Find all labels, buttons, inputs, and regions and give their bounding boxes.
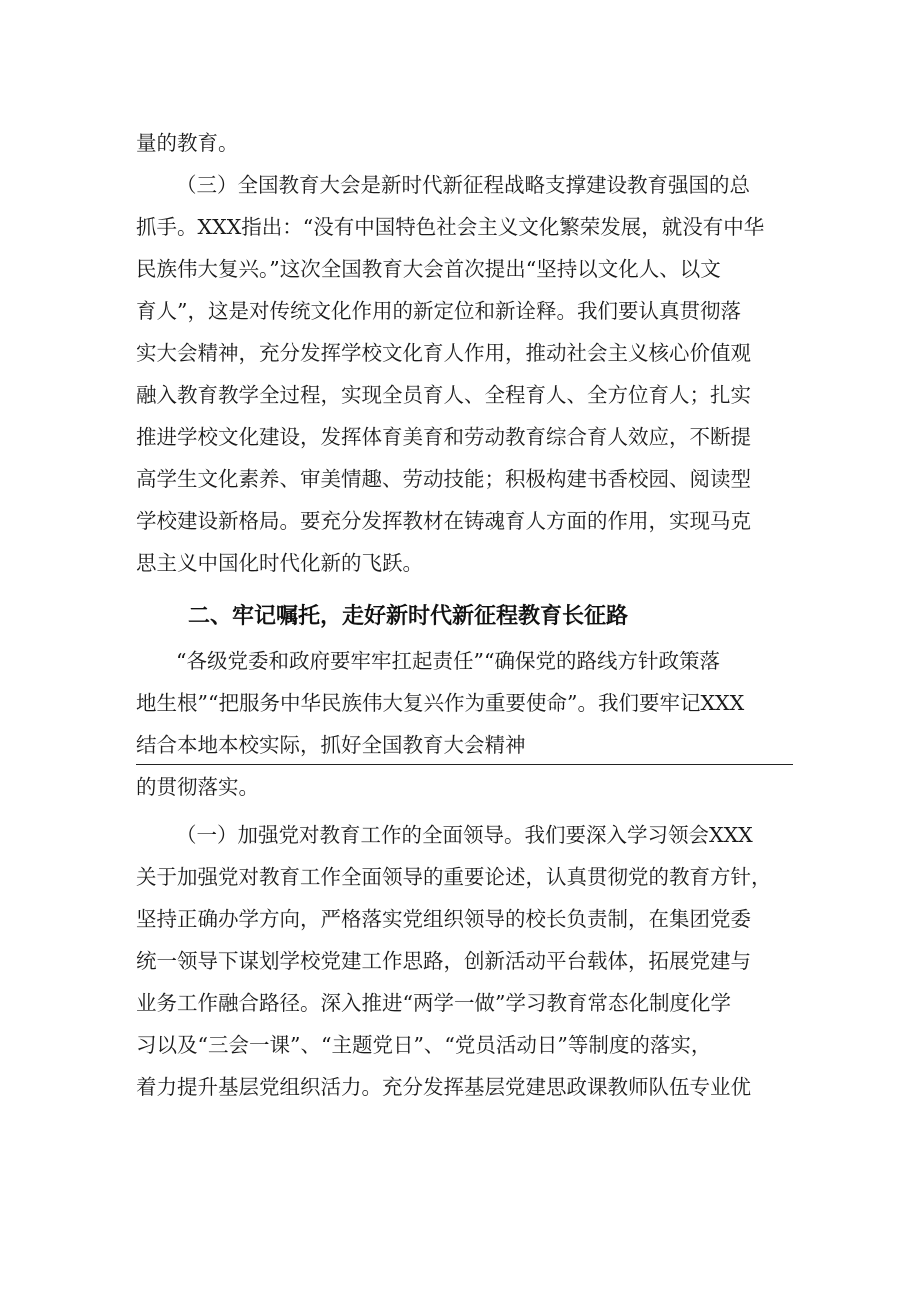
paragraph-line: 抓手。XXX指出：“没有中国特色社会主义文化繁荣发展，就没有中华 <box>136 215 765 239</box>
paragraph-line: 高学生文化素养、审美情趣、劳动技能；积极构建书香校园、阅读型 <box>136 467 751 491</box>
paragraph-line: （一）加强党对教育工作的全面领导。我们要深入学习领会XXX <box>176 823 753 847</box>
paragraph-line: 着力提升基层党组织活力。充分发挥基层党建思政课教师队伍专业优 <box>136 1075 751 1099</box>
paragraph-line: 业务工作融合路径。深入推进“两学一做”学习教育常态化制度化学 <box>136 991 731 1015</box>
paragraph-line: 民族伟大复兴。”这次全国教育大会首次提出“坚持以文化人、以文 <box>136 257 721 281</box>
paragraph-line: 实大会精神，充分发挥学校文化育人作用，推动社会主义核心价值观 <box>136 341 751 365</box>
paragraph-line: 推进学校文化建设，发挥体育美育和劳动教育综合育人效应，不断提 <box>136 425 751 449</box>
paragraph-line: 融入教育教学全过程，实现全员育人、全程育人、全方位育人；扎实 <box>136 383 751 407</box>
paragraph-line: （三）全国教育大会是新时代新征程战略支撑建设教育强国的总 <box>176 173 750 197</box>
horizontal-rule <box>136 764 793 765</box>
paragraph-line: 学校建设新格局。要充分发挥教材在铸魂育人方面的作用，实现马克 <box>136 509 751 533</box>
paragraph-line: 习以及“三会一课”、“主题党日”、“党员活动日”等制度的落实， <box>136 1033 712 1057</box>
paragraph-line: 关于加强党对教育工作全面领导的重要论述，认真贯彻党的教育方针， <box>136 865 772 889</box>
paragraph-line: 坚持正确办学方向，严格落实党组织领导的校长负责制，在集团党委 <box>136 907 751 931</box>
section-heading: 二、牢记嘱托，走好新时代新征程教育长征路 <box>188 604 629 629</box>
paragraph-line: 地生根”“把服务中华民族伟大复兴作为重要使命”。我们要牢记XXX <box>136 691 745 715</box>
paragraph-line: 的贯彻落实。 <box>136 775 259 799</box>
paragraph-line: “各级党委和政府要牢牢扛起责任”“确保党的路线方针政策落 <box>176 649 720 673</box>
paragraph-line: 育人”，这是对传统文化作用的新定位和新诠释。我们要认真贯彻落 <box>136 299 741 323</box>
paragraph-line: 量的教育。 <box>136 131 239 155</box>
paragraph-line: 思主义中国化时代化新的飞跃。 <box>136 551 423 575</box>
paragraph-line: 统一领导下谋划学校党建工作思路，创新活动平台载体，拓展党建与 <box>136 949 751 973</box>
paragraph-line: 结合本地本校实际，抓好全国教育大会精神 <box>136 733 526 757</box>
